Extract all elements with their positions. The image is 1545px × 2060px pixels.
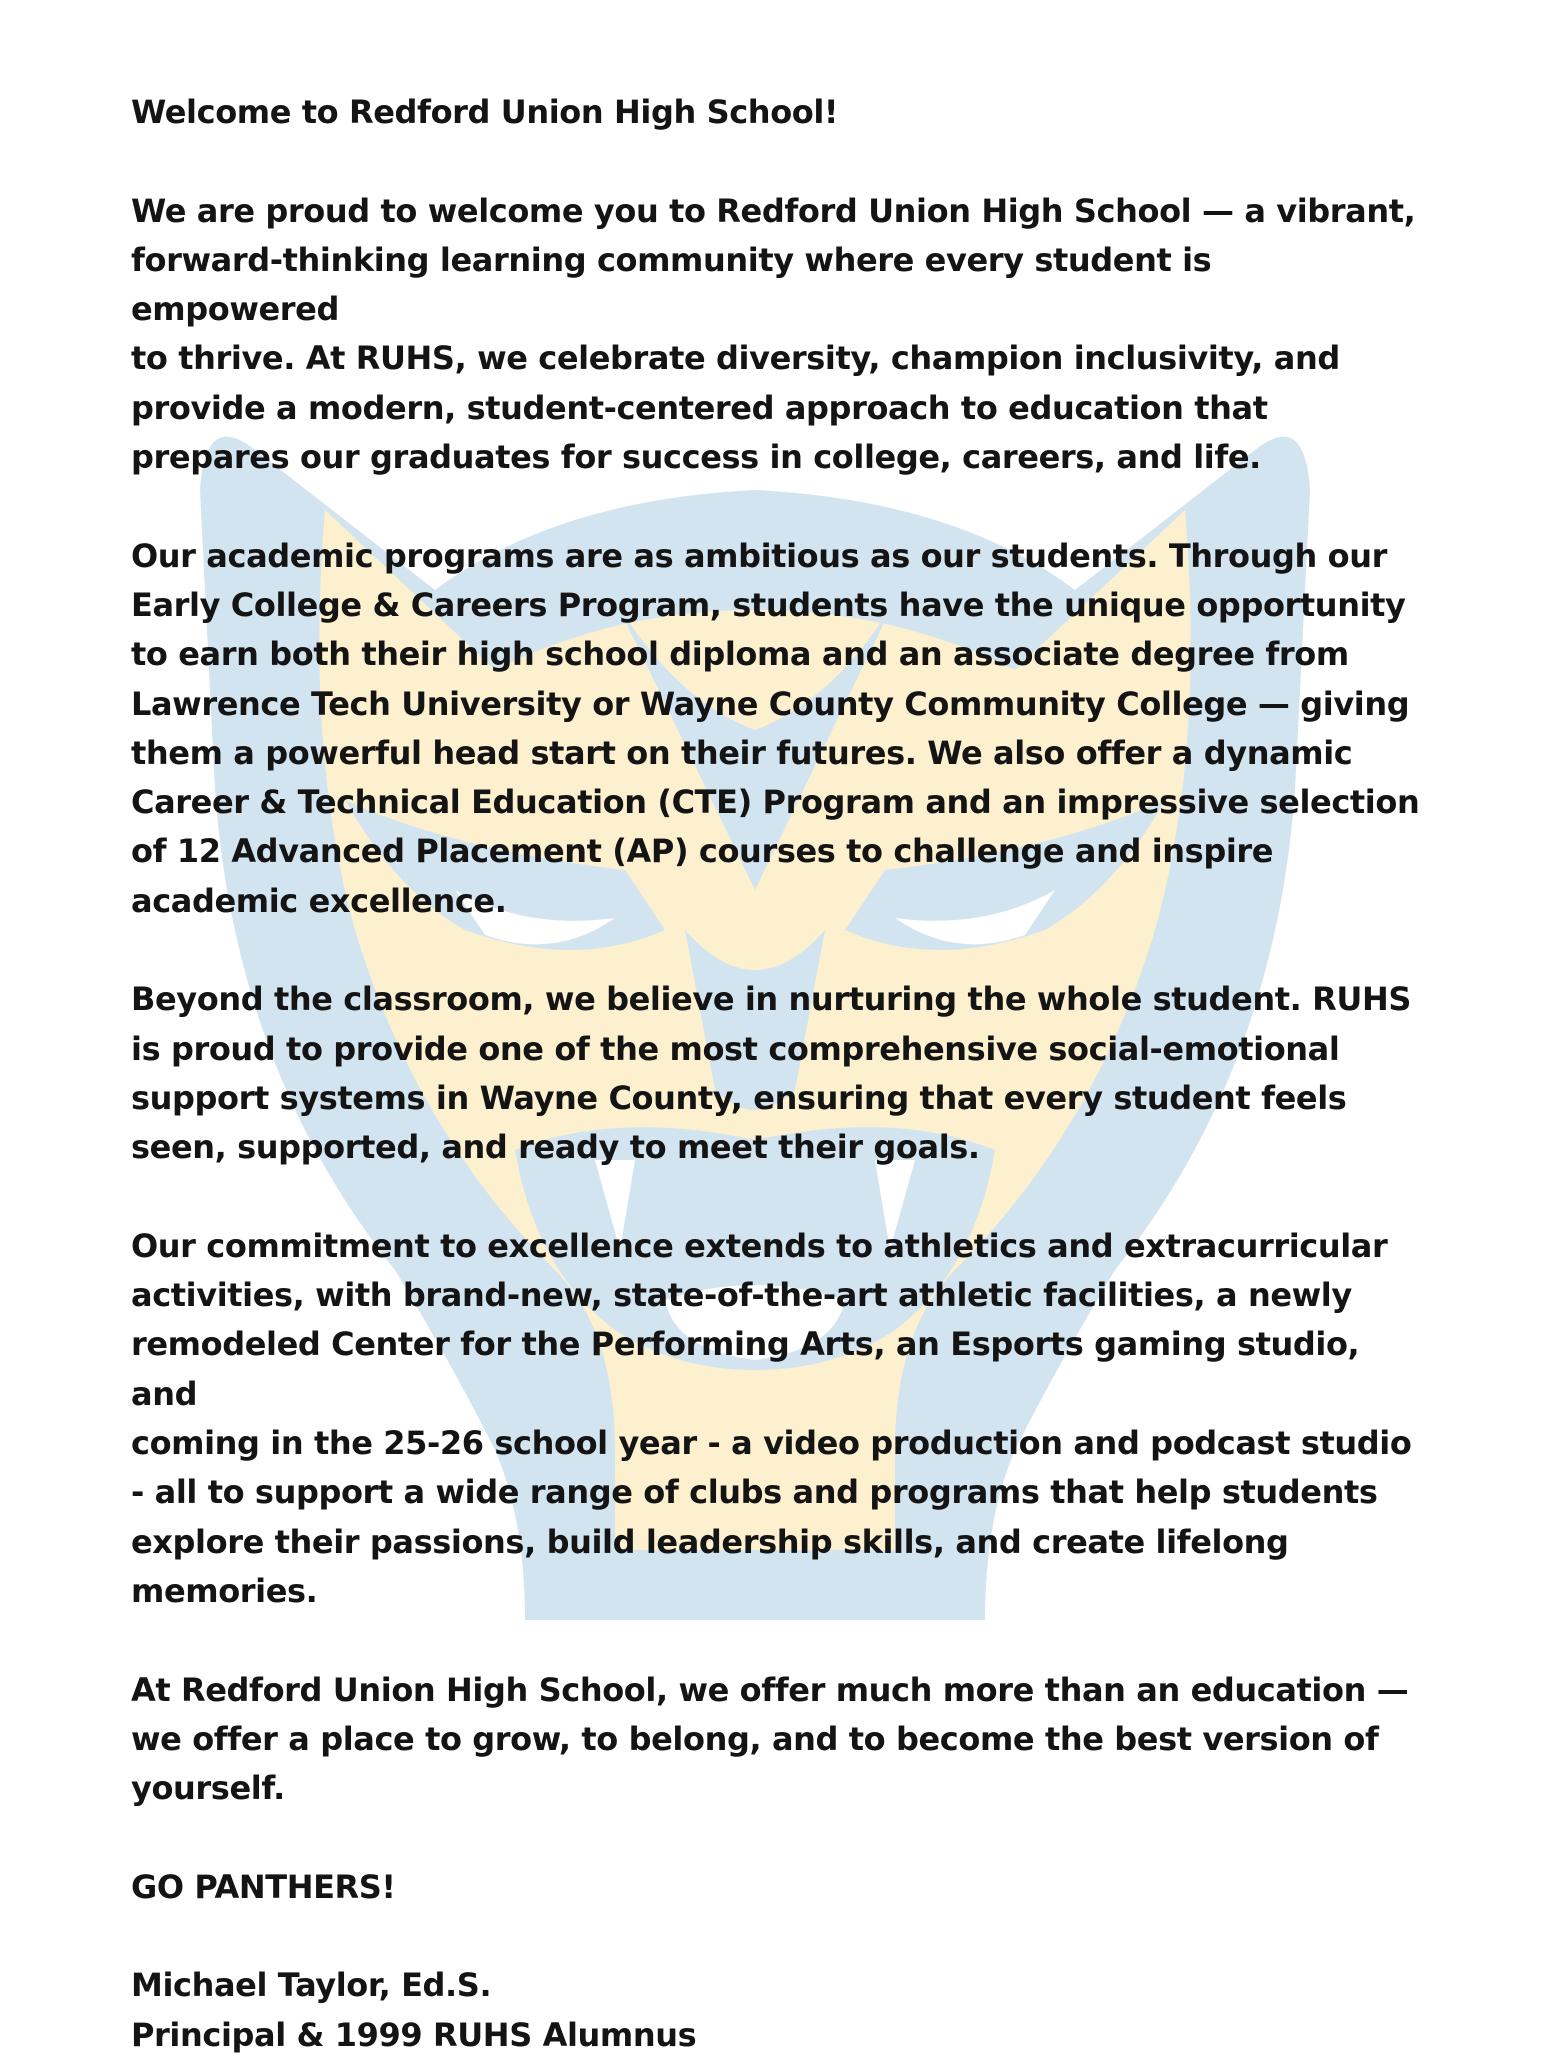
letter-closing: GO PANTHERS! — [131, 1867, 396, 1906]
letter-greeting: Welcome to Redford Union High School! — [131, 93, 839, 131]
signature-title: Principal & 1999 RUHS Alumnus — [131, 2015, 697, 2054]
paragraph-academics: Our academic programs are as ambitious as our students. Through our Early College & Careers Program, students have the unique opportunity to earn both their high school diploma and an associate degree from Lawrence Tech University or Wayne County Community College — giving them a powerful head start on their futures. We also offer a dynamic Career & Technical Education (CTE) Program and an impressive selection of 12 Advanced Placement (AP) courses to challenge and inspire academic excellence. — [131, 536, 1420, 920]
paragraph-social-emotional: Beyond the classroom, we believe in nurturing the whole student. RUHS is proud to provide one of the most comprehensive social-emotional support systems in Wayne County, ensuring that every student feels seen, supported, and ready to meet their goals. — [131, 980, 1411, 1167]
welcome-letter — [131, 88, 1421, 2060]
signature-name: Michael Taylor, Ed.S. — [131, 1966, 492, 2005]
paragraph-intro: We are proud to welcome you to Redford Union High School — a vibrant, forward-thinking learning community where every student is empowered to thrive. At RUHS, we celebrate diversity, champion inclusivity, and provide a modern, student-centered approach to education that prepares our graduates for success in college, careers, and life. — [131, 191, 1416, 477]
paragraph-athletics-activities: Our commitment to excellence extends to athletics and extracurricular activities, with brand-new, state-of-the-art athletic facilities, a newly remodeled Center for the Performing Arts, an Esports gaming studio, and coming in the 25-26 school year - a video production and podcast studio - all to support a wide range of clubs and programs that help students explore their passions, build leadership skills, and create lifelong memories. — [131, 1226, 1412, 1610]
paragraph-conclusion: At Redford Union High School, we offer much more than an education — we offer a place to grow, to belong, and to become the best version of yourself. — [131, 1670, 1409, 1808]
